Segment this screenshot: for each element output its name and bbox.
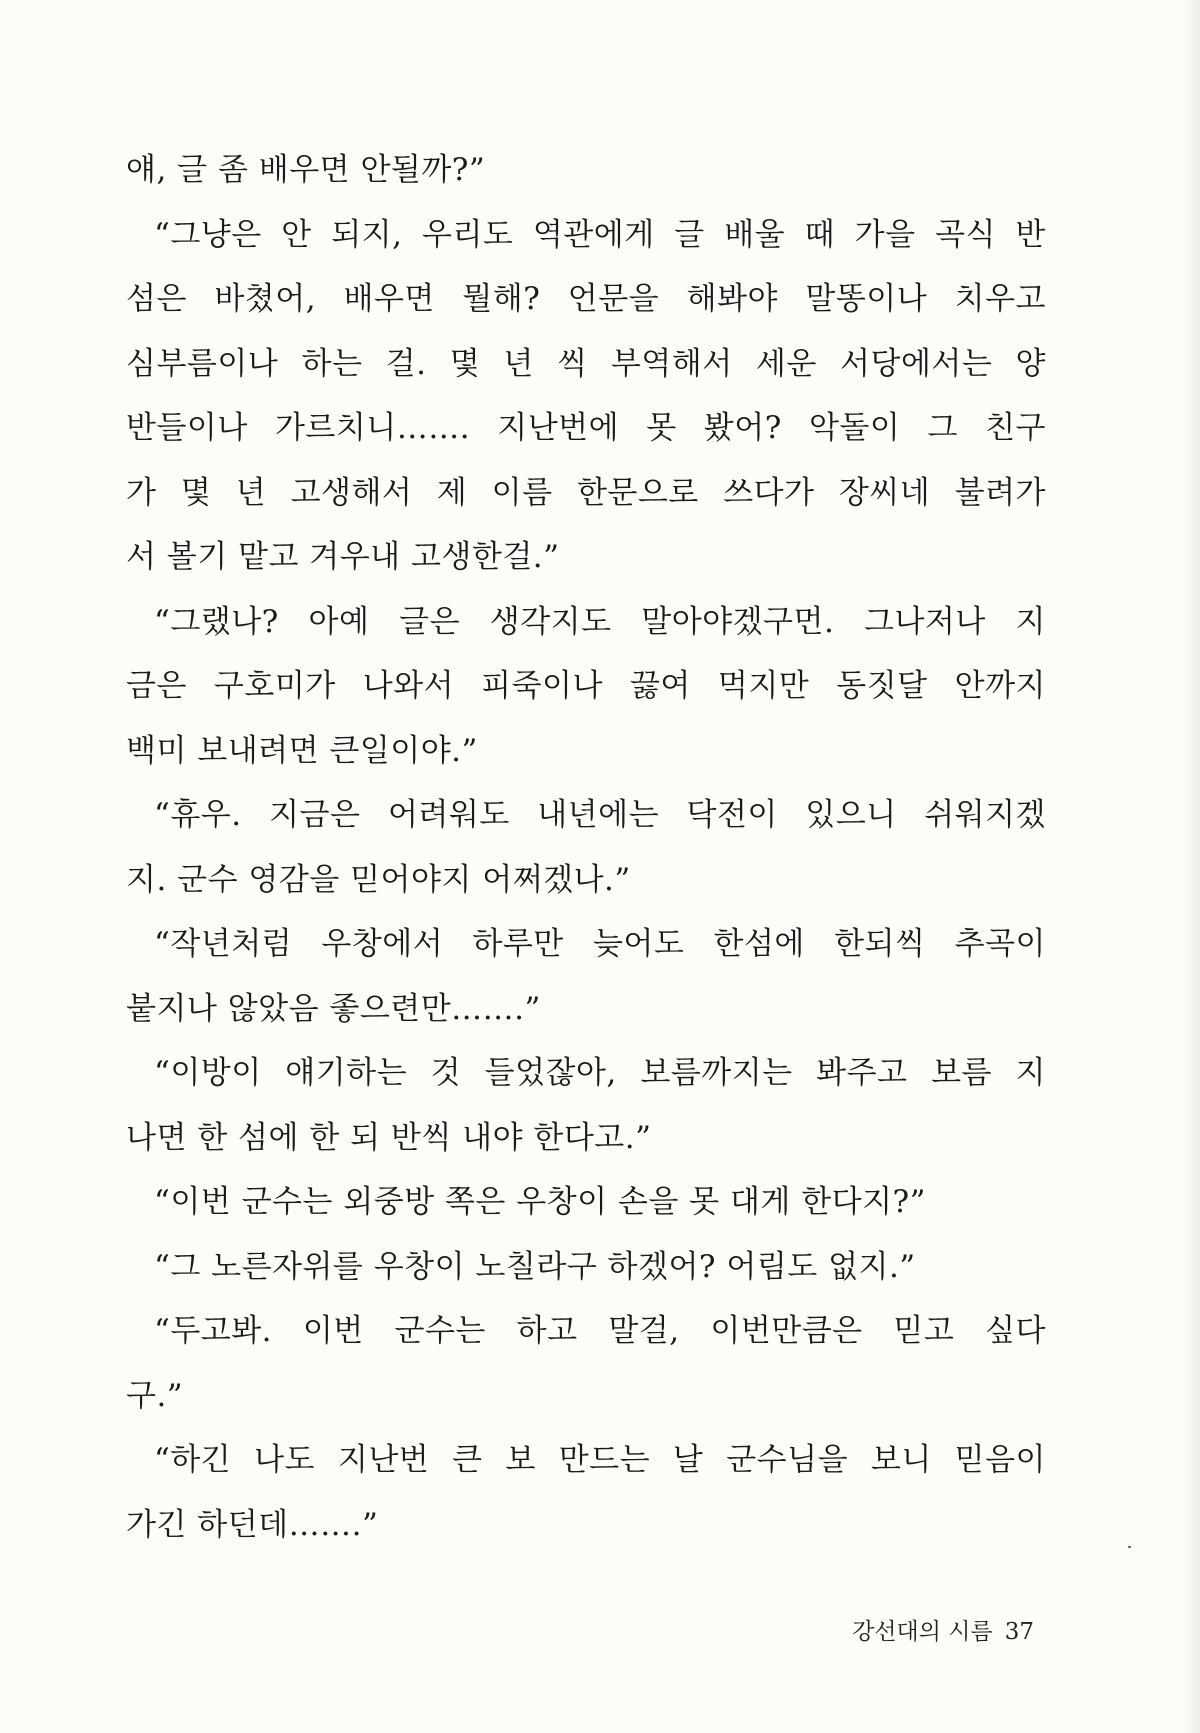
footer-title: 강선대의 시름 (852, 1619, 993, 1645)
text-line: “이방이 얘기하는 것 들었잖아, 보름까지는 봐주고 보름 지 (154, 1055, 1046, 1091)
text-line: 가 몇 년 고생해서 제 이름 한문으로 쓰다가 장씨네 불려가 (126, 474, 1046, 511)
text-line: “그랬나? 아예 글은 생각지도 말아야겠구먼. 그나저나 지 (154, 603, 1046, 640)
text-line: 서 볼기 맡고 겨우내 고생한걸.” (126, 539, 560, 575)
text-line: 심부름이나 하는 걸. 몇 년 씩 부역해서 세운 서당에서는 양 (126, 345, 1046, 382)
text-line: “그 노른자위를 우창이 노칠라구 하겠어? 어림도 없지.” (154, 1248, 916, 1285)
text-line: 얘, 글 좀 배우면 안될까?” (126, 152, 486, 188)
text-line: 금은 구호미가 나와서 피죽이나 끓여 먹지만 동짓달 안까지 (126, 668, 1046, 704)
text-line: “휴우. 지금은 어려워도 내년에는 닥전이 있으니 쉬워지겠 (154, 797, 1046, 833)
page-edge-shadow (1182, 0, 1200, 1733)
text-line: 가긴 하던데…….” (126, 1506, 379, 1543)
text-line: 나면 한 섬에 한 되 반씩 내야 한다고.” (126, 1119, 652, 1156)
text-line: “작년처럼 우창에서 하루만 늦어도 한섬에 한되씩 추곡이 (154, 926, 1046, 962)
text-line: “그냥은 안 되지, 우리도 역관에게 글 배울 때 가을 곡식 반 (154, 216, 1046, 253)
text-line: 섬은 바쳤어, 배우면 뭘해? 언문을 해봐야 말똥이나 치우고 (126, 281, 1046, 317)
text-line: “하긴 나도 지난번 큰 보 만드는 날 군수님을 보니 믿음이 (154, 1442, 1046, 1478)
body-text (126, 138, 1046, 1557)
text-line: “두고봐. 이번 군수는 하고 말걸, 이번만큼은 믿고 싶다 (154, 1313, 1046, 1349)
text-line: 구.” (126, 1377, 184, 1414)
text-line: 반들이나 가르치니……. 지난번에 못 봤어? 악돌이 그 친구 (126, 410, 1046, 446)
page-number: 37 (1004, 1619, 1034, 1645)
text-line: “이번 군수는 외중방 쪽은 우창이 손을 못 대게 한다지?” (154, 1184, 927, 1220)
scan-speck (1128, 1546, 1131, 1548)
text-line: 지. 군수 영감을 믿어야지 어쩌겠나.” (126, 861, 631, 898)
running-footer (852, 1617, 1034, 1647)
text-line: 붙지나 않았음 좋으련만…….” (126, 990, 541, 1027)
text-line: 백미 보내려면 큰일이야.” (126, 732, 478, 769)
